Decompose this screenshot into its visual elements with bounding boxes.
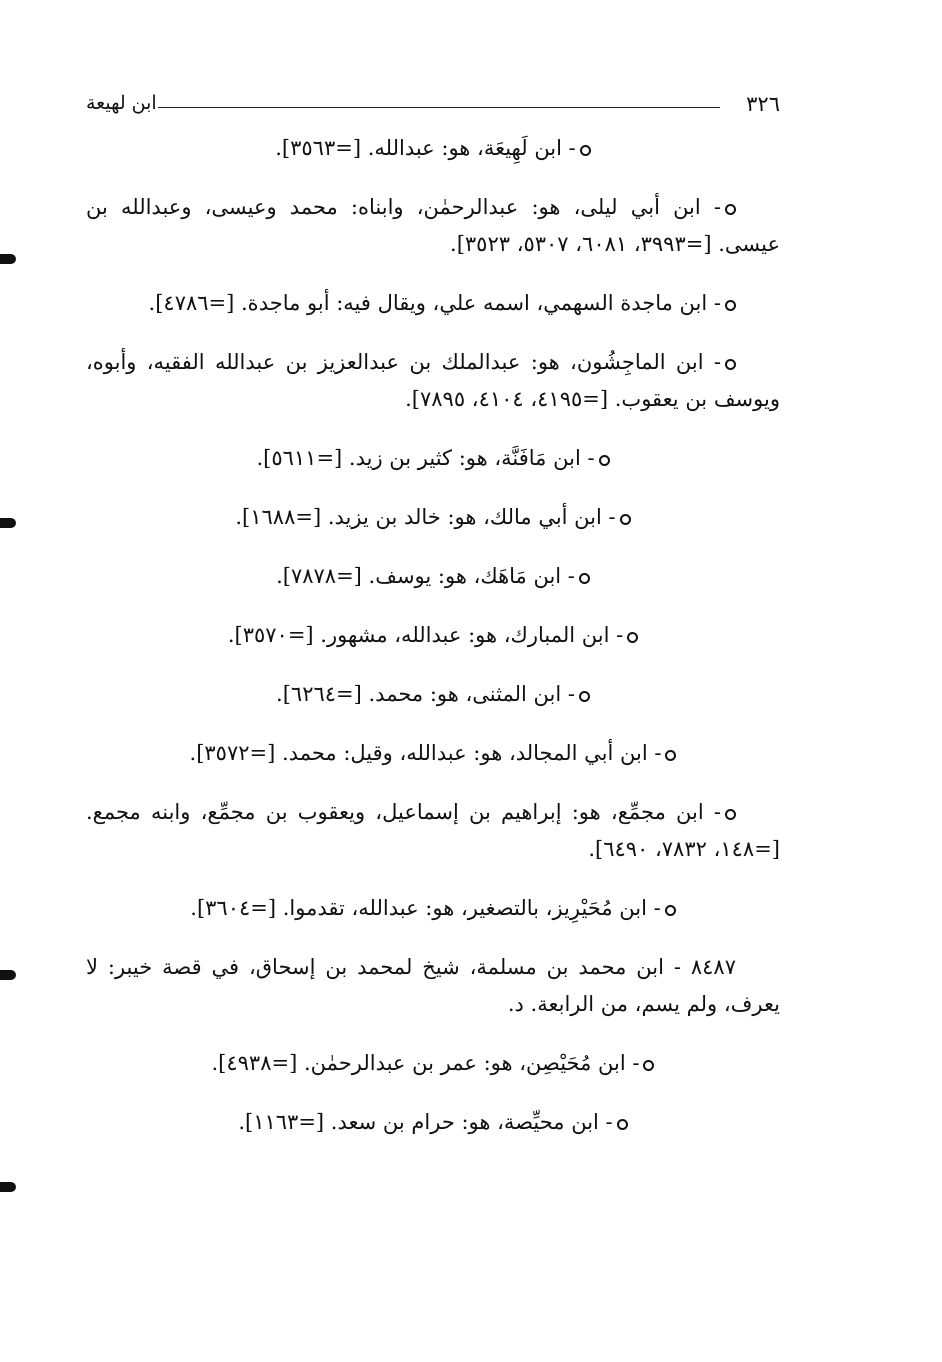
binding-mark bbox=[0, 970, 16, 980]
entry bbox=[86, 285, 780, 322]
entry-text: - ابن أبي مالك، هو: خالد بن يزيد. [=١٦٨٨]. bbox=[235, 505, 616, 529]
entry-text: - ابن مُحَيْرِيز، بالتصغير، هو: عبدالله، تقدموا. [=٣٦٠٤]. bbox=[190, 896, 661, 920]
entry-text: - ابن محيِّصة، هو: حرام بن سعد. [=١١٦٣]. bbox=[238, 1110, 613, 1134]
entry-text: - ابن مَافَنَّة، هو: كثير بن زيد. [=٥٦١١]. bbox=[256, 446, 595, 470]
circle-marker-icon bbox=[579, 573, 590, 584]
entry bbox=[86, 890, 780, 927]
entry-text: - ابن الماجِشُون، هو: عبدالملك بن عبدالعزيز بن عبدالله الفقيه، وأبوه، ويوسف بن يعقوب. [=٤١٩٥، ٤١٠٤، ٧٨٩٥]. bbox=[86, 350, 780, 411]
entry-text: - ابن مجمِّع، هو: إبراهيم بن إسماعيل، ويعقوب بن مجمِّع، وابنه مجمع. [=١٤٨، ٧٨٣٢، ٦٤٩٠]. bbox=[86, 800, 780, 861]
entry bbox=[86, 189, 780, 263]
entry bbox=[86, 949, 780, 1023]
circle-marker-icon bbox=[665, 905, 676, 916]
binding-mark bbox=[0, 518, 16, 528]
entry-text: - ابن المثنى، هو: محمد. [=٦٢٦٤]. bbox=[276, 682, 575, 706]
circle-marker-icon bbox=[665, 750, 676, 761]
entry-text: - ابن أبي المجالد، هو: عبدالله، وقيل: محمد. [=٣٥٧٢]. bbox=[189, 741, 662, 765]
binding-mark bbox=[0, 1182, 16, 1192]
entry bbox=[86, 344, 780, 418]
entry-list bbox=[86, 130, 780, 1141]
entry bbox=[86, 676, 780, 713]
header-rule bbox=[158, 107, 720, 108]
circle-marker-icon bbox=[725, 300, 736, 311]
page-number: ٣٢٦ bbox=[746, 92, 780, 116]
entry bbox=[86, 617, 780, 654]
running-title: ابن لهيعة bbox=[86, 92, 157, 114]
entry bbox=[86, 794, 780, 868]
circle-marker-icon bbox=[620, 514, 631, 525]
entry-text: - ابن المبارك، هو: عبدالله، مشهور. [=٣٥٧٠]. bbox=[227, 623, 624, 647]
entry-text: - ابن محمد بن مسلمة، شيخ لمحمد بن إسحاق، في قصة خيبر: لا يعرف، ولم يسم، من الرابعة. د. bbox=[86, 955, 780, 1016]
entry-text: - ابن مَاهَك، هو: يوسف. [=٧٨٧٨]. bbox=[276, 564, 575, 588]
entry bbox=[86, 130, 780, 167]
circle-marker-icon bbox=[579, 691, 590, 702]
entry-number: ٨٤٨٧ bbox=[690, 955, 736, 979]
circle-marker-icon bbox=[725, 204, 736, 215]
entry bbox=[86, 558, 780, 595]
entry bbox=[86, 499, 780, 536]
entry bbox=[86, 1104, 780, 1141]
entry bbox=[86, 440, 780, 477]
circle-marker-icon bbox=[627, 632, 638, 643]
circle-marker-icon bbox=[725, 809, 736, 820]
entry-text: - ابن أبي ليلى، هو: عبدالرحمٰن، وابناه: محمد وعيسى، وعبدالله بن عيسى. [=٣٩٩٣، ٦٠٨١، ٥٣٠٧، ٣٥٢٣]. bbox=[86, 195, 780, 256]
circle-marker-icon bbox=[643, 1060, 654, 1071]
entry-text: - ابن ماجدة السهمي، اسمه علي، ويقال فيه: أبو ماجدة. [=٤٧٨٦]. bbox=[148, 291, 721, 315]
entry-text: - ابن مُحَيْصِن، هو: عمر بن عبدالرحمٰن. [=٤٩٣٨]. bbox=[211, 1051, 640, 1075]
entry-text: - ابن لَهِيعَة، هو: عبدالله. [=٣٥٦٣]. bbox=[275, 136, 576, 160]
entry bbox=[86, 735, 780, 772]
entry bbox=[86, 1045, 780, 1082]
binding-mark bbox=[0, 254, 16, 264]
circle-marker-icon bbox=[580, 145, 591, 156]
circle-marker-icon bbox=[599, 455, 610, 466]
page-header bbox=[86, 92, 780, 118]
circle-marker-icon bbox=[617, 1119, 628, 1130]
circle-marker-icon bbox=[725, 359, 736, 370]
